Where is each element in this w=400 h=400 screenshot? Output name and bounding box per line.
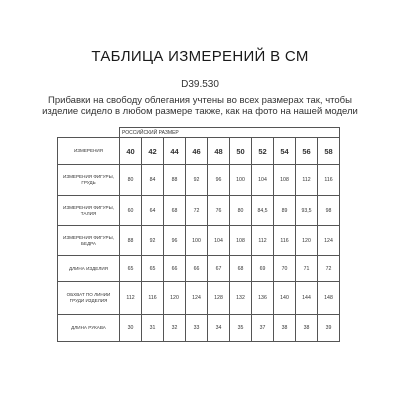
measurement-label: ДЛИНА ИЗДЕЛИЯ (58, 256, 120, 282)
table-cell: 120 (164, 282, 186, 315)
table-cell: 108 (274, 165, 296, 196)
table-cell: 116 (274, 226, 296, 256)
fit-note-line-2: изделие сидело в любом размере также, как на фото на нашей модели (42, 106, 358, 117)
table-cell: 60 (120, 196, 142, 226)
model-code: D39.530 (181, 79, 219, 90)
table-cell: 104 (252, 165, 274, 196)
measurement-label: ОБХВАТ ПО ЛИНИИ ГРУДИ ИЗДЕЛИЯ (58, 282, 120, 315)
table-row (58, 196, 340, 226)
table-cell: 76 (208, 196, 230, 226)
table-cell: 84,5 (252, 196, 274, 226)
size-header-cell: 54 (274, 138, 296, 165)
table-cell: 84 (142, 165, 164, 196)
table-cell: 70 (274, 256, 296, 282)
table-row (58, 165, 340, 196)
measurement-label: ИЗМЕРЕНИЯ ФИГУРЫ, ТАЛИЯ (58, 196, 120, 226)
size-header-cell: 42 (142, 138, 164, 165)
measurements-header: ИЗМЕРЕНИЯ (58, 138, 120, 165)
table-cell: 116 (318, 165, 340, 196)
table-cell: 66 (186, 256, 208, 282)
table-cell: 65 (120, 256, 142, 282)
table-cell: 35 (230, 315, 252, 342)
table-cell: 38 (296, 315, 318, 342)
table-cell: 65 (142, 256, 164, 282)
table-row (58, 226, 340, 256)
table-cell: 100 (230, 165, 252, 196)
fit-note-line-1: Прибавки на свободу облегания учтены во всех размерах так, чтобы (48, 95, 352, 106)
table-cell: 96 (208, 165, 230, 196)
measurement-label: ДЛИНА РУКАВА (58, 315, 120, 342)
size-header-cell: 58 (318, 138, 340, 165)
table-cell: 38 (274, 315, 296, 342)
size-table (57, 127, 340, 342)
table-cell: 80 (230, 196, 252, 226)
size-header-cell: 52 (252, 138, 274, 165)
table-cell: 71 (296, 256, 318, 282)
table-cell: 92 (186, 165, 208, 196)
table-cell: 37 (252, 315, 274, 342)
size-header-cell: 50 (230, 138, 252, 165)
table-cell: 88 (164, 165, 186, 196)
table-cell: 68 (230, 256, 252, 282)
table-row (58, 282, 340, 315)
table-cell: 92 (142, 226, 164, 256)
table-cell: 69 (252, 256, 274, 282)
page-title: ТАБЛИЦА ИЗМЕРЕНИЙ В СМ (91, 48, 309, 65)
table-cell: 124 (186, 282, 208, 315)
table-cell: 72 (186, 196, 208, 226)
table-cell: 80 (120, 165, 142, 196)
table-cell: 148 (318, 282, 340, 315)
region-size-label: РОССИЙСКИЙ РАЗМЕР (120, 128, 340, 138)
table-cell: 108 (230, 226, 252, 256)
table-cell: 96 (164, 226, 186, 256)
table-cell: 112 (120, 282, 142, 315)
table-size-header-row (58, 138, 340, 165)
table-cell: 128 (208, 282, 230, 315)
table-cell: 30 (120, 315, 142, 342)
size-header-cell: 46 (186, 138, 208, 165)
table-corner-blank (58, 128, 120, 138)
table-cell: 112 (252, 226, 274, 256)
table-cell: 33 (186, 315, 208, 342)
table-cell: 89 (274, 196, 296, 226)
table-cell: 124 (318, 226, 340, 256)
table-cell: 31 (142, 315, 164, 342)
table-cell: 120 (296, 226, 318, 256)
table-cell: 132 (230, 282, 252, 315)
table-cell: 68 (164, 196, 186, 226)
table-cell: 116 (142, 282, 164, 315)
size-header-cell: 40 (120, 138, 142, 165)
measurement-label: ИЗМЕРЕНИЯ ФИГУРЫ, ГРУДЬ (58, 165, 120, 196)
size-header-cell: 48 (208, 138, 230, 165)
table-cell: 66 (164, 256, 186, 282)
table-cell: 112 (296, 165, 318, 196)
table-cell: 88 (120, 226, 142, 256)
table-cell: 67 (208, 256, 230, 282)
table-cell: 104 (208, 226, 230, 256)
table-row (58, 256, 340, 282)
measurement-label: ИЗМЕРЕНИЯ ФИГУРЫ, БЕДРА (58, 226, 120, 256)
table-cell: 32 (164, 315, 186, 342)
table-cell: 100 (186, 226, 208, 256)
table-cell: 72 (318, 256, 340, 282)
table-cell: 34 (208, 315, 230, 342)
table-cell: 93,5 (296, 196, 318, 226)
table-cell: 140 (274, 282, 296, 315)
table-cell: 144 (296, 282, 318, 315)
table-cell: 64 (142, 196, 164, 226)
table-region-header-row (58, 128, 340, 138)
table-cell: 39 (318, 315, 340, 342)
table-row (58, 315, 340, 342)
table-cell: 136 (252, 282, 274, 315)
table-cell: 98 (318, 196, 340, 226)
size-header-cell: 56 (296, 138, 318, 165)
size-header-cell: 44 (164, 138, 186, 165)
